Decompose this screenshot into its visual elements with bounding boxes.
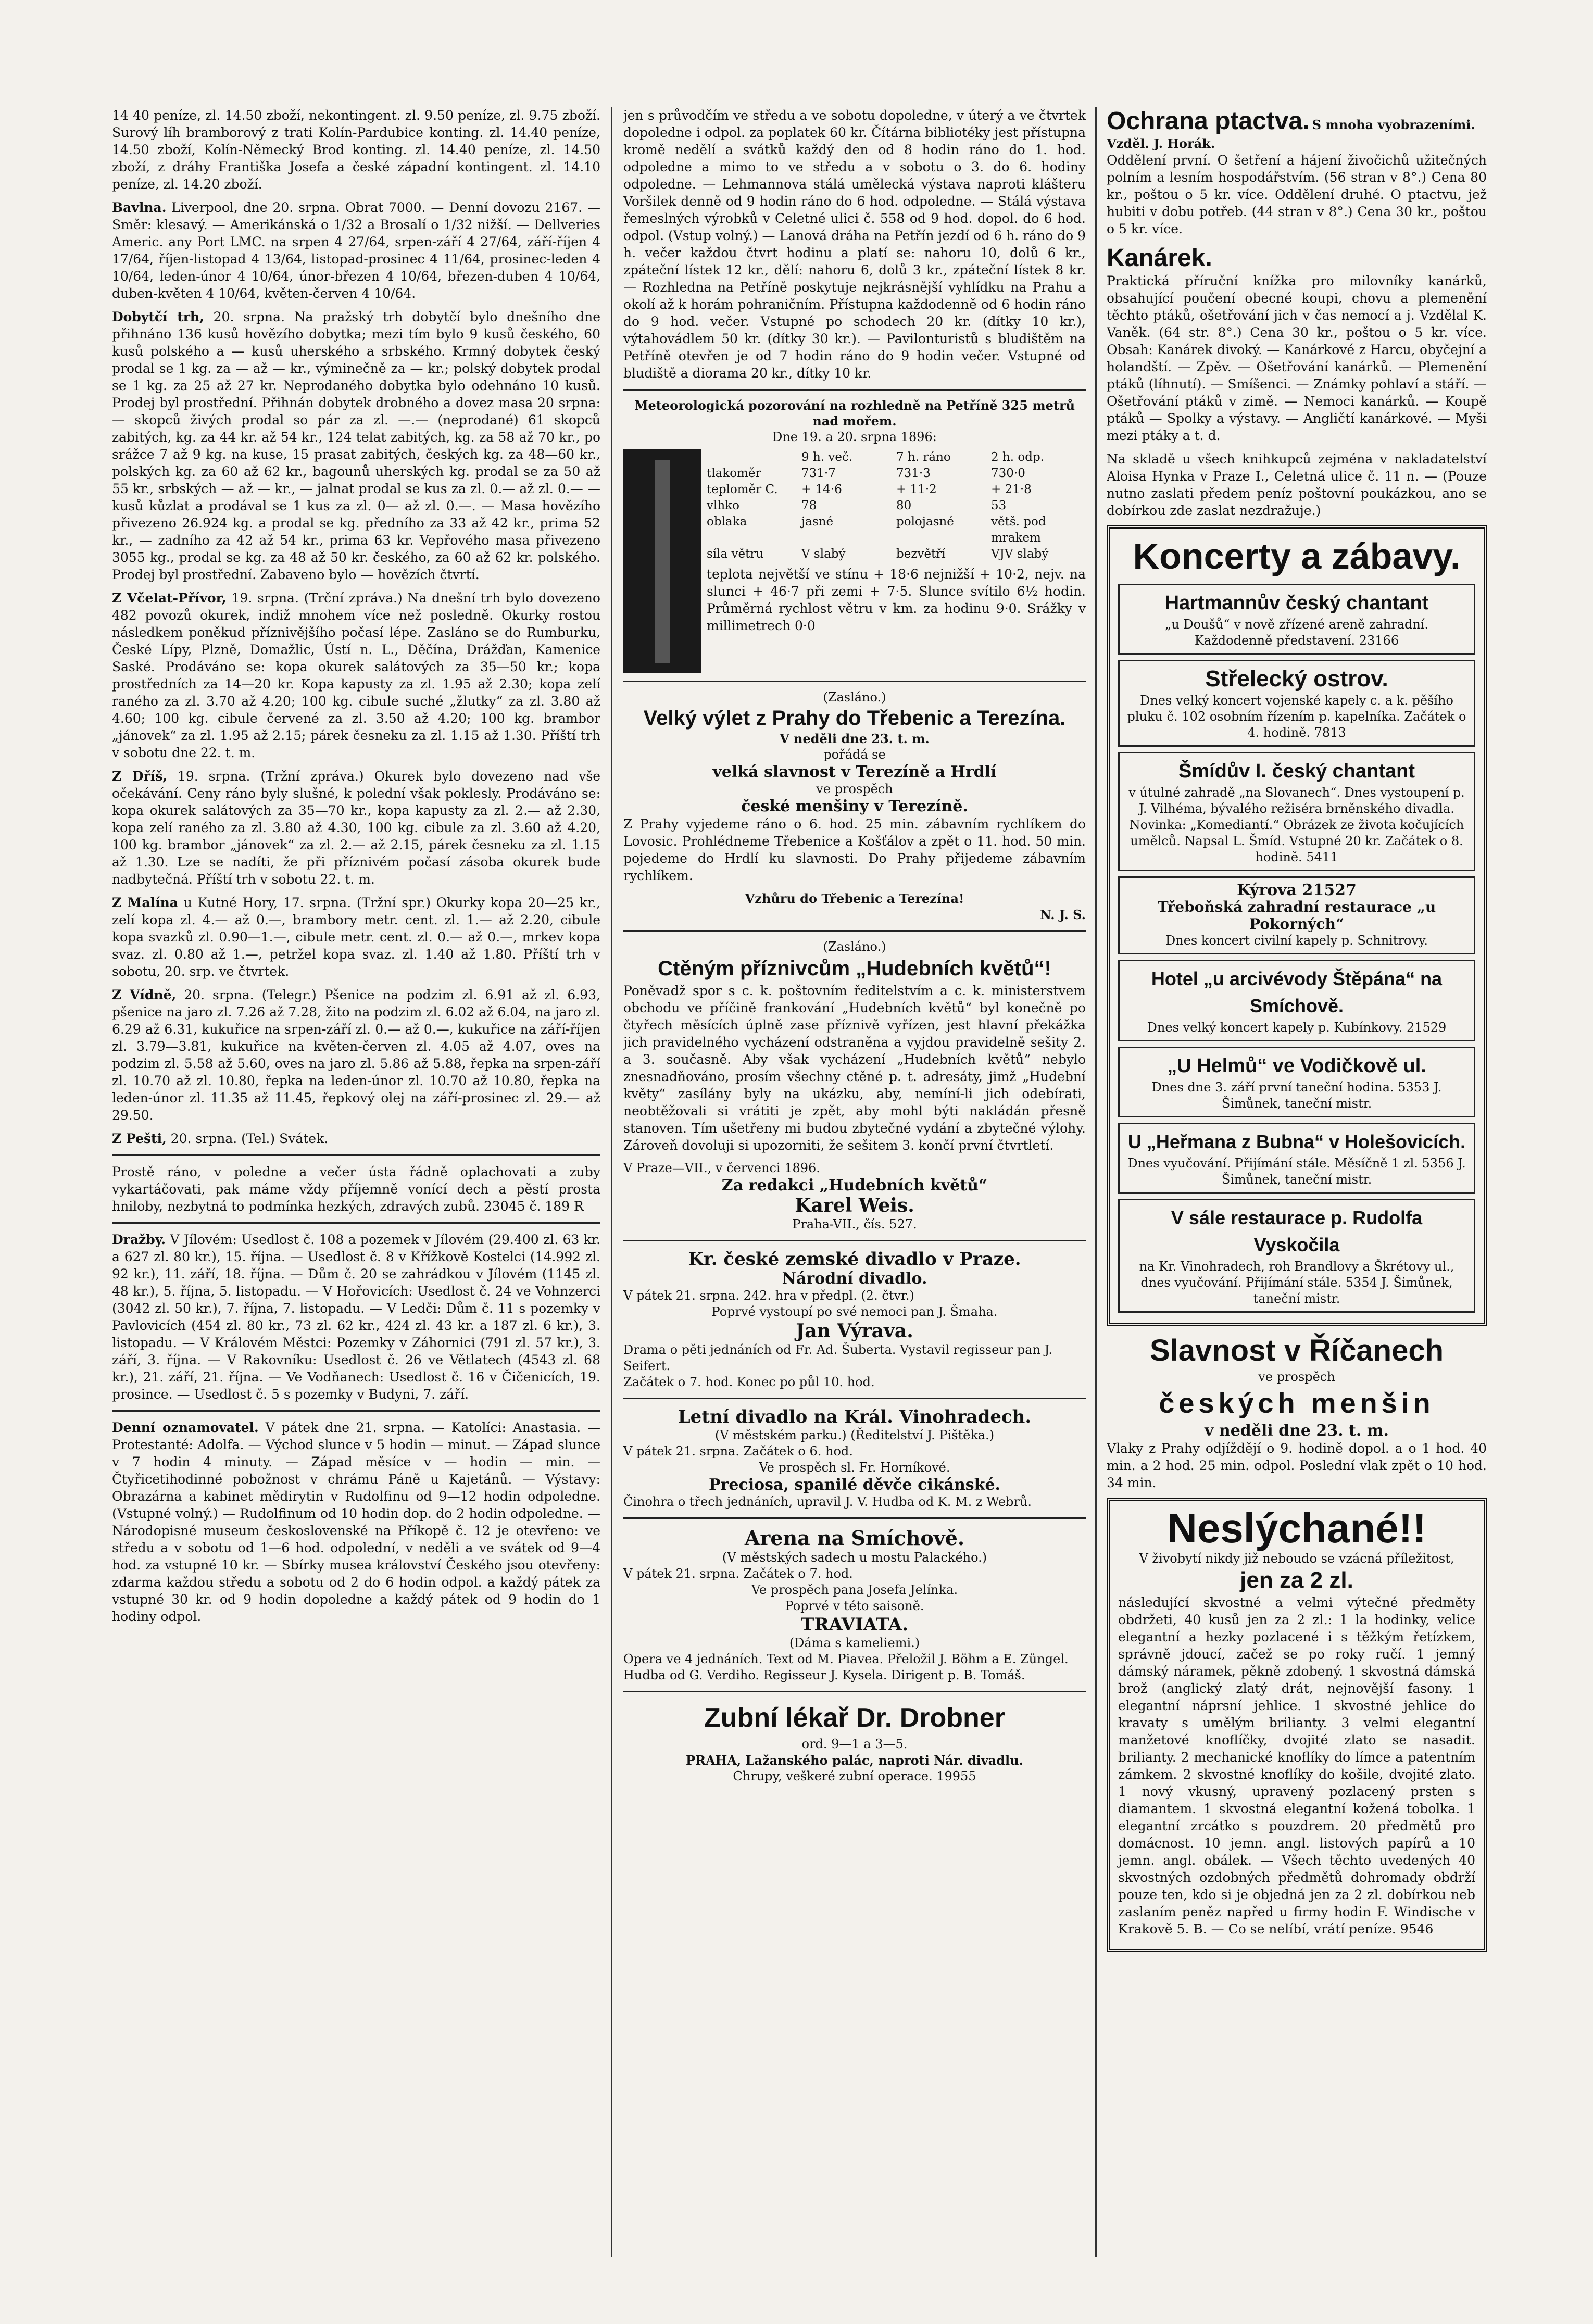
ricany-ad: [1107, 1333, 1487, 1491]
trip-benefit: ve prospěch: [816, 782, 893, 796]
hudebni-kvety-address: Praha-VII., čís. 527.: [792, 1217, 917, 1232]
neslychane-text: následující skvostné a velmi výtečné předměty obdržeti, 40 kusů jen za 2 zl.: 1 la hodinky, velice elegantní a hezky pozlacené i s těžkým řetízkem, správně jdoucí, začež se po roky ručí. 1 jemný dámský náramek, pěkně zdobený. 1 skvostná dámská brož (anglický zlatý drát, nejnovější fasony. 1 elegantní náprsní jehlice. 1 skvostné jehlice do kravaty s umělým brilianty. 3 velmi elegantní manžetové knoflíčky, dvojité zlato se nasadit. brilianty. 2 mechanické knoflíky do límce a patentním zámkem. 2 skvostné knoflíky do košile, dvojité zlato. 1 nový vkusný, upravený pozlacený prsten s diamantem. 1 skvostná elegantní kožená tobolka. 1 elegantní zrcátko s pouzdrem. 20 předmětů pro domácnost. 10 jemn. angl. listových papírů a 10 jemn. angl. obálek. — Všech těchto uvedených 40 skvostných ozdobných předmětů dohromady obdrží pouze ten, kdo si je objedná jen za 2 zl. dobírkou neb zaslaním peněz napřed u firmy hodin F. Windische v Krakově 5. B. — Co se nelíbí, vrátí peníze. 9546: [1118, 1595, 1475, 1937]
trip-date: V neděli dne 23. t. m.: [780, 731, 930, 746]
divider: [623, 1691, 1086, 1692]
ad-hotel-stepan: Hotel „u arcivévody Štěpána“ na Smíchově. Dnes velký koncert kapely p. Kubínkovy. 21529: [1118, 960, 1475, 1041]
met-row-pressure: tlakoměr 731·7 731·3 730·0: [707, 467, 1025, 480]
ptactvo-sub: S mnoha vyobrazeními. Vzděl. J. Horák.: [1107, 117, 1475, 151]
ad-u-helmu: „U Helmů“ ve Vodičkově ul. Dnes dne 3. září první taneční hodina. 5353 J. Šimůnek, taneční mistr.: [1118, 1047, 1475, 1117]
theatre-sub: Národní divadlo.: [782, 1270, 927, 1288]
ricany-text: Vlaky z Prahy odjíždějí o 9. hodině dopol. a o 1 hod. 40 min. a 2 hod. 25 min. odpol. Poslední vlak zpět o 10 hod. 34 min.: [1107, 1441, 1487, 1490]
neslychane-title: Neslýchané!!: [1167, 1505, 1426, 1551]
trip-organizer: pořádá se: [823, 747, 886, 762]
divider: [623, 1398, 1086, 1399]
theatre-play: Jan Výrava.: [796, 1320, 913, 1342]
ptactvo-title: Ochrana ptactva.: [1107, 107, 1310, 135]
neslychane-intro: V živobytí nikdy již neboudo se vzácná příležitost,: [1139, 1551, 1454, 1566]
summer-theatre-line: V pátek 21. srpna. Začátek o 6. hod.: [623, 1444, 853, 1459]
arena-play: TRAVIATA.: [801, 1614, 908, 1635]
summer-theatre-sub: (V městském parku.) (Ředitelství J. Pištěka.): [714, 1428, 995, 1442]
cotton-report: Bavlna. Liverpool, dne 20. srpna. Obrat 7000. — Denní dovozu 2167. — Směr: klesavý. — Amerikánská o 1/32 a Brosalí o 1/32 nižší. — Dellveries Americ. any Port LMC. na srpen 4 27/64, srpen-září 4 27/64, září-říjen 4 17/64, říjen-listopad 4 13/64, listopad-prosinec 4 11/64, prosinec-leden 4 10/64, leden-únor 4 10/64, únor-březen 4 10/64, březen-duben 4 10/64, duben-květen 4 10/64, květen-červen 4 10/64.: [112, 200, 600, 301]
museum-info: jen s průvodčím ve středu a ve sobotu dopoledne, v úterý a ve čtvrtek dopoledne i odpol. za poplatek 60 kr. Čítárna bibliotéky jest přístupna kromě nedělí a svátků každý den od 8 hodin ráno do 1. hod. odpoledne a mimo to ve středu a v sobotu o 3. do 6. hodiny odpoledne. — Lehmannova stálá umělecká výstava naproti klášteru Voršilek denně od 9 hodin ráno do 6 hod. odpoledne. — Stálá výstava řemeslných výrobků v Celetné ulici č. 558 od 9 hod. dopol. do 6 hod. odpol. (Vstup volný.) — Lanová dráha na Petřín jezdí od 6 h. ráno do 9 h. večer každou čtvrt hodinu a platí se: nahoru 10, dolů 6 kr., zpáteční lístek 12 kr., dělí: nahoru 6, dolů 3 kr., zpáteční lístek 8 kr. — Rozhledna na Petříně poskytuje nejkrásnější vyhlídku na Prahu a okolí až k horám pohraničním. Přístupna každodenně od 6 hodin ráno do 9 hod. večer. Vstupné po schodech 20 kr. (dítky 10 kr.), výtahovádlem 50 kr. (dítky 30 kr.). — Pavilonturistů s bludištěm na Petříně otevřen je od 7 hodin ráno do 9 hodin večer. Vstupné od bludiště a diorama 20 kr., dítky 10 kr.: [623, 108, 1086, 381]
cattle-market-report: Dobytčí trh, 20. srpna. Na pražský trh dobytčí bylo dnešního dne přihnáno 136 kusů hovězího dobytka; mezi tím bylo 9 kusů českého, 60 kusů polského a — kusů uherského a srbského. Krmný dobytek český prodal se 1 kg. za — až — kr., výminečně za — kr.; polský dobytek prodal se 1 kg. za 25 až 27 kr. Neprodaného dobytka bylo odehnáno 10 kusů. Prodej byl prostřední. Přihnán dobytek drobného a dovez masa 20 srpna: — skopců živých prodal so pár za zl. —.— (neprodané) 61 skopců zabitých, kg. za 44 kr. až 54 kr., 124 telat zabitých, kg. za 58 až 70 kr., po srážce 7 až 9 kg. na kuse, 15 prasat zabitých, českých kg. za 48—60 kr., polských kg. za 60 až 62 kr., bagounů uherských kg. prodal se za 50 až 55 kr., srbských — až — kr., — jalnat prodal se kus za zl. 0.— až zl. 0.— — kusů kůzlat a prodával se 1 kus za zl. 0— až zl. 0.—. — Masa hovězího přivezeno 26.924 kg. a prodal se kg. předního za 33 až 42 kr., prima 52 kr., — zadního za 42 až 54 kr., prima 63 kr. Vepřového masa přivezeno 3055 kg., prodal se kg. za 48 až 50 kr. českého, za 60 až 62 kr. polského. Prodej byl prostřední. Zabaveno bylo — hovězích čtvrtí.: [112, 309, 600, 582]
summer-theatre-play: Preciosa, spanilé děvče cikánské.: [709, 1476, 1000, 1494]
arena-title: Arena na Smíchově.: [744, 1526, 965, 1550]
ad-hartmann: Hartmannův český chantant „u Doušů“ v nově zřízené areně zahradní. Každodenně představení. 23166: [1118, 584, 1475, 655]
auctions: Dražby. V Jílovém: Usedlost č. 108 a pozemek v Jílovém (29.400 zl. 63 kr. a 627 zl. 80 kr.), 15. října. — Usedlost č. 8 v Křížkově Kostelci (14.992 zl. 92 kr.), 11. září, 18. října. — Dům č. 20 se zahrádkou v Jílovém (1145 zl. 48 kr.), 5. října, 5. listopadu. — V Hořovicích: Usedlost č. 24 ve Vohnzerci (3042 zl. 50 kr.), 7. října, 7. listopadu. — V Ledči: Dům č. 11 s pozemky v Pavlovicích (454 zl. 80 kr., 73 zl. 62 kr., 424 zl. 43 kr. a 187 zl. 6 kr.), 3. listopadu. — V Královém Městci: Pozemky v Záhornici (791 zl. 57 kr.), 3. září, 3. října. — V Rakovníku: Usedlost č. 26 ve Větlatech (4543 zl. 68 kr.), 21. září, 21. října. — Ve Vodňanech: Usedlost č. 16 v Čičenicích, 19. prosince. — Usedlost č. 5 s pozemky v Budyni, 7. září.: [112, 1232, 600, 1402]
hudebni-kvety-redakce: Za redakci „Hudebních květů“: [721, 1176, 988, 1195]
spirit-prices: 14 40 peníze, zl. 14.50 zboží, nekontingent. zl. 9.50 peníze, zl. 9.75 zboží. Surový líh bramborový z trati Kolín-Pardubice konting. zl. 14.40 peníze, 14.50 zboží, Kolín-Německý Brod konting. zl. 14.40 peníze, zl. 14.50 zboží, z dráhy Františka Josefa a české západní kontingent. zl. 14.10 peníze, zl. 14.20 zboží.: [112, 108, 600, 192]
trip-title: Velký výlet z Prahy do Třebenic a Terezína.: [643, 707, 1066, 730]
column-advertisements: [1107, 107, 1487, 2257]
concerts-section: [1107, 525, 1487, 1326]
met-date: Dne 19. a 20. srpna 1896:: [772, 430, 937, 444]
summer-theatre-title: Letní divadlo na Král. Vinohradech.: [678, 1406, 1032, 1427]
column-market-reports: [112, 107, 600, 2257]
vienna-market-report: Z Vídně, 20. srpna. (Telegr.) Pšenice na podzim zl. 6.91 až zl. 6.93, pšenice na jaro zl. 7.26 až 7.28, žito na podzim zl. 6.02 až 6.04, na jaro zl. 6.29 až 6.31, kukuřice na srpen-září zl. 0.— až 0.—, kukuřice na září-říjen zl. 3.79—3.81, kukuřice na květen-červen zl. 4.05 až 4.07, oves na podzim zl. 5.58 až 5.60, oves na jaro zl. 5.86 až 5.88, řepka na srpen-září zl. 10.70 až zl. 10.80, řepka na leden-únor zl. 10.70 až 10.80, řepka na leden-únor zl. 11.35 až 11.45, řepkový olej na září-prosinec zl. 29.— až 29.50.: [112, 987, 600, 1123]
divider: [112, 1222, 600, 1224]
meteorological-report: [623, 398, 1086, 673]
column-divider: [611, 107, 612, 2257]
theatre-line: V pátek 21. srpna. 242. hra v předpl. (2. čtvr.): [623, 1288, 914, 1303]
arena-sub2: (Dáma s kameliemi.): [789, 1636, 920, 1650]
neslychane-price: jen za 2 zl.: [1240, 1567, 1353, 1593]
zaslano-label: (Zasláno.): [823, 939, 886, 954]
dental-hygiene-notice: Prostě ráno, v poledne a večer ústa řádně oplachovati a zuby vykartáčovati, pak máme vždy příjemně vonící dech a pěstí prosta hniloby, nezbytná to podmínka hezkých, zdravých zubů. 23045 č. 189 R: [112, 1164, 600, 1214]
vcelat-market-report: Z Včelat-Přívor, 19. srpna. (Trční zpráva.) Na dnešní trh bylo dovezeno 482 povozů okurek, indiž mnohem více než posledně. Okurky rostou následkem poněkud příznivějšího počasí lépe. Zasláno se do Rumburku, České Lípy, Plzně, Domažlic, Ústí n. L., Děčína, Drážďan, Kamenice Saské. Prodáváno se: kopa okurek salátových za 35—50 kr.; kopa prostředních za 14—20 kr. Kopa kapusty za zl. 1.95 až 2.30; kopa zelí raného za zl. 3.70 až 4.20; 100 kg. cibule suché „žlutky“ za zl. 3.80 až 4.60; 100 kg. cibule červené za zl. 3.50 až 4.20; 100 kg. brambor „jánovek“ za zl. 1.95 až 2.15; párek česneku za zl. 1.15 až 1.30. Příští trh v sobotu dne 22. t. m.: [112, 591, 600, 760]
zaslano-label: (Zasláno.): [823, 690, 886, 705]
dentist-hours: ord. 9—1 a 3—5.: [801, 1737, 908, 1751]
divider: [112, 1410, 600, 1412]
met-extra: teplota největší ve stínu + 18·6 nejnižší + 10·2, nejv. na slunci + 46·7 při zemi + 7·5. Slunce svítilo 6½ hodin. Průměrná rychlost větru v km. za hodinu 9·0. Srážky v millimetrech 0·0: [707, 567, 1086, 633]
met-row-clouds: oblaka jasné polojasné větš. pod mrakem: [707, 515, 1046, 545]
kanarek-store: Na skladě u všech knihkupců zejména v nakladatelství Aloisa Hynka v Praze I., Celetná ulice č. 11 n. — (Pouze nutno zaslati předem peníz poštovní poukázkou, ano se dobírkou zde zaslat nezdražuje.): [1107, 451, 1487, 518]
concerts-title: Koncerty a zábavy.: [1133, 536, 1461, 576]
arena-desc: Opera ve 4 jednáních. Text od M. Piavea. Přeložil J. Böhm a E. Züngel. Hudba od G. Verdiho. Regisseur J. Kysela. Dirigent p. B. Tomáš.: [623, 1652, 1069, 1682]
daily-announcer: Denní oznamovatel. V pátek dne 21. srpna. — Katolíci: Anastasia. — Protestanté: Adolfa. — Východ slunce v 5 hodin — minut. — Západ slunce v 7 hodin 4 minuty. — Západ měsíce v — hodin — min. — Čtyřicetihodinné pobožnost v chrámu Páně u Kajetánů. — Výstavy: Obrazárna a kabinet mědirytin v Rudolfinu od 9—12 hodin odpoledne. (Vstupné volný.) — Rudolfinum od 10 hodin dop. do 2 hodin odpoledne. — Národopisné museum československé na Příkopě č. 12 je otevřeno: ve středu a v sobotu od 1—6 hod. odpolední, v neděli a ve svátek od 9—4 hod. za vstupné 10 kr. — Sbírky musea království Českého jsou otevřeny: zdarma každou středu a sobotu od 2 do 6 hodin odpol. a každý pátek za vstupné 30 kr. od 9 hodin dopoledne a každý pátek od 9 hodin do 1 hodiny odpol.: [112, 1420, 600, 1624]
ptactvo-text: Oddělení první. O šetření a hájení živočichů užitečných polním a lesním hospodářstvím. (56 stran v 8°.) Cena 80 kr., poštou o 5 kr. více. Oddělení druhé. O ptactvu, jež hubiti v dobu potřeb. (44 stran v 8°.) Cena 30 kr., poštou o 5 kr. více.: [1107, 153, 1487, 236]
trip-sign: N. J. S.: [1039, 907, 1086, 922]
kanarek-title: Kanárek.: [1107, 244, 1212, 272]
arena-line: V pátek 21. srpna. Začátek o 7. hod.: [623, 1566, 853, 1581]
neslychane-ad: [1107, 1498, 1487, 1952]
theatre-guest: Poprvé vystoupí po své nemoci pan J. Šmaha.: [711, 1304, 998, 1319]
hudebni-kvety-title: Ctěným příznivcům „Hudebních květů“!: [658, 957, 1051, 980]
theatre-desc: Drama o pěti jednáních od Fr. Ad. Šuberta. Vystavil regisseur pan J. Seifert.: [623, 1342, 1053, 1373]
arena-guest: Ve prospěch pana Josefa Jelínka.: [751, 1582, 958, 1597]
trip-minority: české menšiny v Terezíně.: [741, 797, 968, 815]
petrin-tower-illustration: [623, 449, 701, 673]
met-title: Meteorologická pozorování na rozhledně na Petříně 325 metrů nad mořem.: [634, 398, 1075, 429]
ad-strelecky-ostrov: Střelecký ostrov. Dnes velký koncert vojenské kapely c. a k. pěšího pluku č. 102 osobním řízením p. kapelníka. Začátek o 4. hodině. 7813: [1118, 660, 1475, 747]
arena-sub: (V městských sadech u mostu Palackého.): [722, 1550, 987, 1565]
ad-smid: Šmídův I. český chantant v útulné zahradě „na Slovanech“. Dnes vystoupení p. J. Vilhéma, bývalého režiséra brněnského divadla. Novinka: „Komediantí.“ Obrázek ze života kočujících umělců. Napsal L. Šmíd. Vstupné 20 kr. Začátek o 8. hodině. 5411: [1118, 752, 1475, 871]
ptactvo-ad: [1107, 107, 1487, 237]
ad-vyskocil: V sále restaurace p. Rudolfa Vyskočila na Kr. Vinohradech, roh Brandlovy a Škrétovy ul., dnes vyučování. Přijímání stále. 5354 J. Šimůnek, taneční mistr.: [1118, 1199, 1475, 1313]
trip-text: Z Prahy vyjedeme ráno o 6. hod. 25 min. zábavním rychlíkem do Lovosic. Prohlédneme Třebenice a Košťálov a zpět o 11. hod. 50 min. pojedeme do Hrdlí ku slavnosti. Do Prahy přijedeme zábavním rychlíkem.: [623, 816, 1086, 883]
ricany-minority: českých menšin: [1159, 1388, 1435, 1419]
malin-market-report: Z Malína u Kutné Hory, 17. srpna. (Tržní spr.) Okurky kopa 20—25 kr., zelí kopa zl. 4.— až 0.—, brambory metr. cent. zl. 1.— až 2.20, cibule kopa svazků zl. 0.90—1.—, cibule metr. cent. zl. 0.— až 0.—, mrkev kopa svaz. zl. 0.80 až 1.—, petržel kopa svaz. zl. 1.40 až 1.80. Příští trh v sobotu, 20. srp. ve čtvrtek.: [112, 895, 600, 979]
trip-event: velká slavnost v Terezíně a Hrdlí: [712, 763, 997, 781]
met-header-row: 9 h. več. 7 h. ráno 2 h. odp.: [801, 450, 1044, 464]
met-row-humidity: vlhko 78 80 53: [707, 499, 1007, 512]
divider: [623, 1517, 1086, 1519]
summer-theatre-guest: Ve prospěch sl. Fr. Horníkové.: [759, 1460, 950, 1475]
met-row-wind: síla větru V slabý bezvětří VJV slabý: [707, 547, 1049, 561]
divider: [623, 389, 1086, 391]
arena-first: Poprvé v této saisoně.: [785, 1599, 924, 1613]
ricany-date: v neděli dne 23. t. m.: [1205, 1422, 1389, 1440]
theatre-title: Kr. české zemské divadlo v Praze.: [688, 1249, 1021, 1270]
pest-market-report: Z Pešti, 20. srpna. (Tel.) Svátek.: [112, 1131, 329, 1146]
met-row-temperature: teploměr C. + 14·6 + 11·2 + 21·8: [707, 483, 1032, 496]
dris-market-report: Z Dříš, 19. srpna. (Tržní zpráva.) Okurek bylo dovezeno nad vše očekávání. Ceny ráno byly slušné, k polední však poklesly. Prodáváno se: kopa okurek salátových za 35—70 kr., kopa kapusty za zl. 2.— až 2.30, kopa zelí raného za zl. 3.80 až 4.30, 100 kg. cibule za zl. 3.60 až 4.20, 100 kg. brambor „jánovek“ za zl. 2.— až 2.15, párek česneku za zl. 1.15 až 1.30. Lze se nadíti, že při příznivém počasí zásoba okurek bude nadbytečná. Příští trh v sobotu 22. t. m.: [112, 769, 600, 887]
hudebni-kvety-text: Poněvadž spor s c. k. poštovním ředitelstvím a c. k. ministerstvem obchodu ve příčině frankování „Hudebních květů“ byl konečně po čtyřech měsících úplně zase příznivě vyřízen, jest hlavní překážka jich pravidelného vycházení odstraněna a vyjdou pravidelně sešity 2. a 3. současně. Aby však vycházení „Hudebních květů“ nebylo znesnadňováno, prosím všechny ctěné p. t. adresáty, jimž „Hudební květy“ zasílány byly na ukázku, aby, nemíní-li jich odebírati, neobtěžovali si vrátiti je zpět, aby mohl býti nakládán přesně stanoven. Tím ušetřeny mi budou zbytečné vydání a zbytečné výlohy. Zároveň dovoluji si upozorniti, že sešitem 3. končí první čtvrtletí.: [623, 983, 1086, 1153]
divider: [623, 1240, 1086, 1241]
dentist-title: Zubní lékař Dr. Drobner: [704, 1703, 1005, 1733]
hudebni-kvety-place: V Praze—VII., v červenci 1896.: [623, 1161, 820, 1175]
ricany-benefit: ve prospěch: [1258, 1370, 1335, 1384]
summer-theatre-desc: Činohra o třech jednáních, upravil J. V. Hudba od K. M. z Webrů.: [623, 1494, 1032, 1509]
ad-herman-z-bubna: U „Heřmana z Bubna“ v Holešovicích. Dnes vyučování. Přijímání stále. Měsíčně 1 zl. 5356 J. Šimůnek, taneční mistr.: [1118, 1123, 1475, 1194]
column-divider: [1095, 107, 1097, 2257]
divider: [623, 681, 1086, 682]
ricany-title: Slavnost v Říčanech: [1149, 1334, 1444, 1367]
trip-end: Vzhůru do Třebenic a Terezína!: [745, 891, 964, 906]
ad-kyrova: Kýrova 21527 Třeboňská zahradní restaurace „u Pokorných“ Dnes koncert civilní kapely p. Schnitrovy.: [1118, 876, 1475, 954]
kanarek-ad: [1107, 244, 1487, 519]
divider: [623, 930, 1086, 932]
theatre-time: Začátek o 7. hod. Konec po půl 10. hod.: [623, 1375, 875, 1389]
newspaper-page: [112, 107, 1487, 2257]
hudebni-kvety-editor: Karel Weis.: [795, 1195, 914, 1216]
divider: [112, 1154, 600, 1156]
column-notices: [623, 107, 1086, 2257]
kanarek-text: Praktická příruční knížka pro milovníky kanárků, obsahující poučení obecné koupi, chovu a plemenění těchto ptáků, ošetřování jich v čas nemocí a j. Vzdělal K. Vaněk. (64 str. 8°.) Cena 30 kr., poštou o 5 kr. více. Obsah: Kanárek divoký. — Kanárkové z Harcu, obyčejní a holandští. — Zpěv. — Ošetřování kanárků. — Plemenění ptáků (líhnutí). — Smíšenci. — Známky pohlaví a stáří. — Ošetřování ptáků v zimě. — Nemoci kanárků. — Koupě ptáků — Spolky a výstavy. — Angličtí kanárkové. — Myši mezi ptáky a t. d.: [1107, 273, 1487, 443]
dentist-desc: Chrupy, veškeré zubní operace. 19955: [733, 1769, 976, 1783]
dentist-address: PRAHA, Lažanského palác, naproti Nár. divadlu.: [686, 1753, 1023, 1768]
